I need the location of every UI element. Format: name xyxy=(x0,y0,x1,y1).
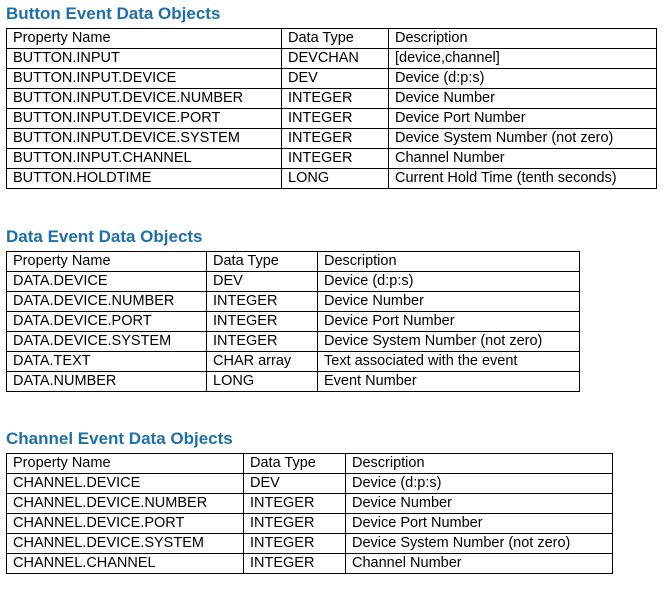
property-name-cell: BUTTON.INPUT.DEVICE xyxy=(7,69,282,89)
description-cell: Device (d:p:s) xyxy=(389,69,657,89)
channel-section-title: Channel Event Data Objects xyxy=(6,429,233,448)
property-name-cell: BUTTON.INPUT.CHANNEL xyxy=(7,149,282,169)
property-name-cell: DATA.DEVICE.PORT xyxy=(7,312,207,332)
table-row xyxy=(7,514,613,534)
data-type-cell: DEV xyxy=(282,69,389,89)
button-section-title: Button Event Data Objects xyxy=(6,4,221,23)
table-row xyxy=(7,352,580,372)
property-name-cell: CHANNEL.DEVICE.SYSTEM xyxy=(7,534,244,554)
property-name-cell: DATA.DEVICE xyxy=(7,272,207,292)
description-cell: Device Port Number xyxy=(346,514,613,534)
data-type-cell: INTEGER xyxy=(207,292,318,312)
data-type-cell: INTEGER xyxy=(244,534,346,554)
property-name-cell: CHANNEL.DEVICE.PORT xyxy=(7,514,244,534)
table-row xyxy=(7,109,657,129)
description-cell: Device System Number (not zero) xyxy=(389,129,657,149)
description-cell: Channel Number xyxy=(346,554,613,574)
header-data-type: Data Type xyxy=(282,29,389,49)
description-cell: Device System Number (not zero) xyxy=(346,534,613,554)
header-description: Description xyxy=(389,29,657,49)
property-name-cell: DATA.TEXT xyxy=(7,352,207,372)
data-type-cell: INTEGER xyxy=(207,312,318,332)
data-section-title: Data Event Data Objects xyxy=(6,227,203,246)
description-cell: Text associated with the event xyxy=(318,352,580,372)
property-name-cell: BUTTON.INPUT.DEVICE.NUMBER xyxy=(7,89,282,109)
description-cell: [device,channel] xyxy=(389,49,657,69)
data-type-cell: INTEGER xyxy=(207,332,318,352)
data-type-cell: LONG xyxy=(207,372,318,392)
channel-event-table xyxy=(6,453,613,574)
data-type-cell: CHAR array xyxy=(207,352,318,372)
data-event-table xyxy=(6,251,580,392)
table-row xyxy=(7,129,657,149)
property-name-cell: BUTTON.INPUT.DEVICE.SYSTEM xyxy=(7,129,282,149)
table-row xyxy=(7,49,657,69)
table-row xyxy=(7,89,657,109)
description-cell: Device Number xyxy=(346,494,613,514)
description-cell: Channel Number xyxy=(389,149,657,169)
table-row xyxy=(7,69,657,89)
header-description: Description xyxy=(346,454,613,474)
property-name-cell: BUTTON.HOLDTIME xyxy=(7,169,282,189)
data-type-cell: INTEGER xyxy=(282,109,389,129)
property-name-cell: CHANNEL.DEVICE.NUMBER xyxy=(7,494,244,514)
table-header-row xyxy=(7,454,613,474)
property-name-cell: BUTTON.INPUT xyxy=(7,49,282,69)
table-header-row xyxy=(7,252,580,272)
table-header-row xyxy=(7,29,657,49)
description-cell: Device (d:p:s) xyxy=(318,272,580,292)
property-name-cell: BUTTON.INPUT.DEVICE.PORT xyxy=(7,109,282,129)
header-property-name: Property Name xyxy=(7,252,207,272)
data-type-cell: INTEGER xyxy=(282,149,389,169)
header-property-name: Property Name xyxy=(7,454,244,474)
data-type-cell: LONG xyxy=(282,169,389,189)
data-type-cell: INTEGER xyxy=(244,554,346,574)
data-type-cell: INTEGER xyxy=(282,129,389,149)
description-cell: Current Hold Time (tenth seconds) xyxy=(389,169,657,189)
data-type-cell: DEV xyxy=(244,474,346,494)
table-row xyxy=(7,372,580,392)
data-type-cell: DEV xyxy=(207,272,318,292)
table-row xyxy=(7,149,657,169)
property-name-cell: DATA.DEVICE.SYSTEM xyxy=(7,332,207,352)
table-row xyxy=(7,332,580,352)
header-description: Description xyxy=(318,252,580,272)
table-row xyxy=(7,474,613,494)
property-name-cell: CHANNEL.DEVICE xyxy=(7,474,244,494)
table-row xyxy=(7,554,613,574)
table-row xyxy=(7,272,580,292)
header-property-name: Property Name xyxy=(7,29,282,49)
table-row xyxy=(7,534,613,554)
property-name-cell: DATA.DEVICE.NUMBER xyxy=(7,292,207,312)
description-cell: Device (d:p:s) xyxy=(346,474,613,494)
data-type-cell: INTEGER xyxy=(244,494,346,514)
description-cell: Device Number xyxy=(318,292,580,312)
property-name-cell: CHANNEL.CHANNEL xyxy=(7,554,244,574)
header-data-type: Data Type xyxy=(207,252,318,272)
data-type-cell: INTEGER xyxy=(282,89,389,109)
description-cell: Device System Number (not zero) xyxy=(318,332,580,352)
header-data-type: Data Type xyxy=(244,454,346,474)
table-row xyxy=(7,312,580,332)
button-event-table xyxy=(6,28,657,189)
description-cell: Device Port Number xyxy=(318,312,580,332)
description-cell: Device Port Number xyxy=(389,109,657,129)
table-row xyxy=(7,169,657,189)
table-row xyxy=(7,292,580,312)
data-type-cell: DEVCHAN xyxy=(282,49,389,69)
table-row xyxy=(7,494,613,514)
property-name-cell: DATA.NUMBER xyxy=(7,372,207,392)
description-cell: Device Number xyxy=(389,89,657,109)
description-cell: Event Number xyxy=(318,372,580,392)
data-type-cell: INTEGER xyxy=(244,514,346,534)
